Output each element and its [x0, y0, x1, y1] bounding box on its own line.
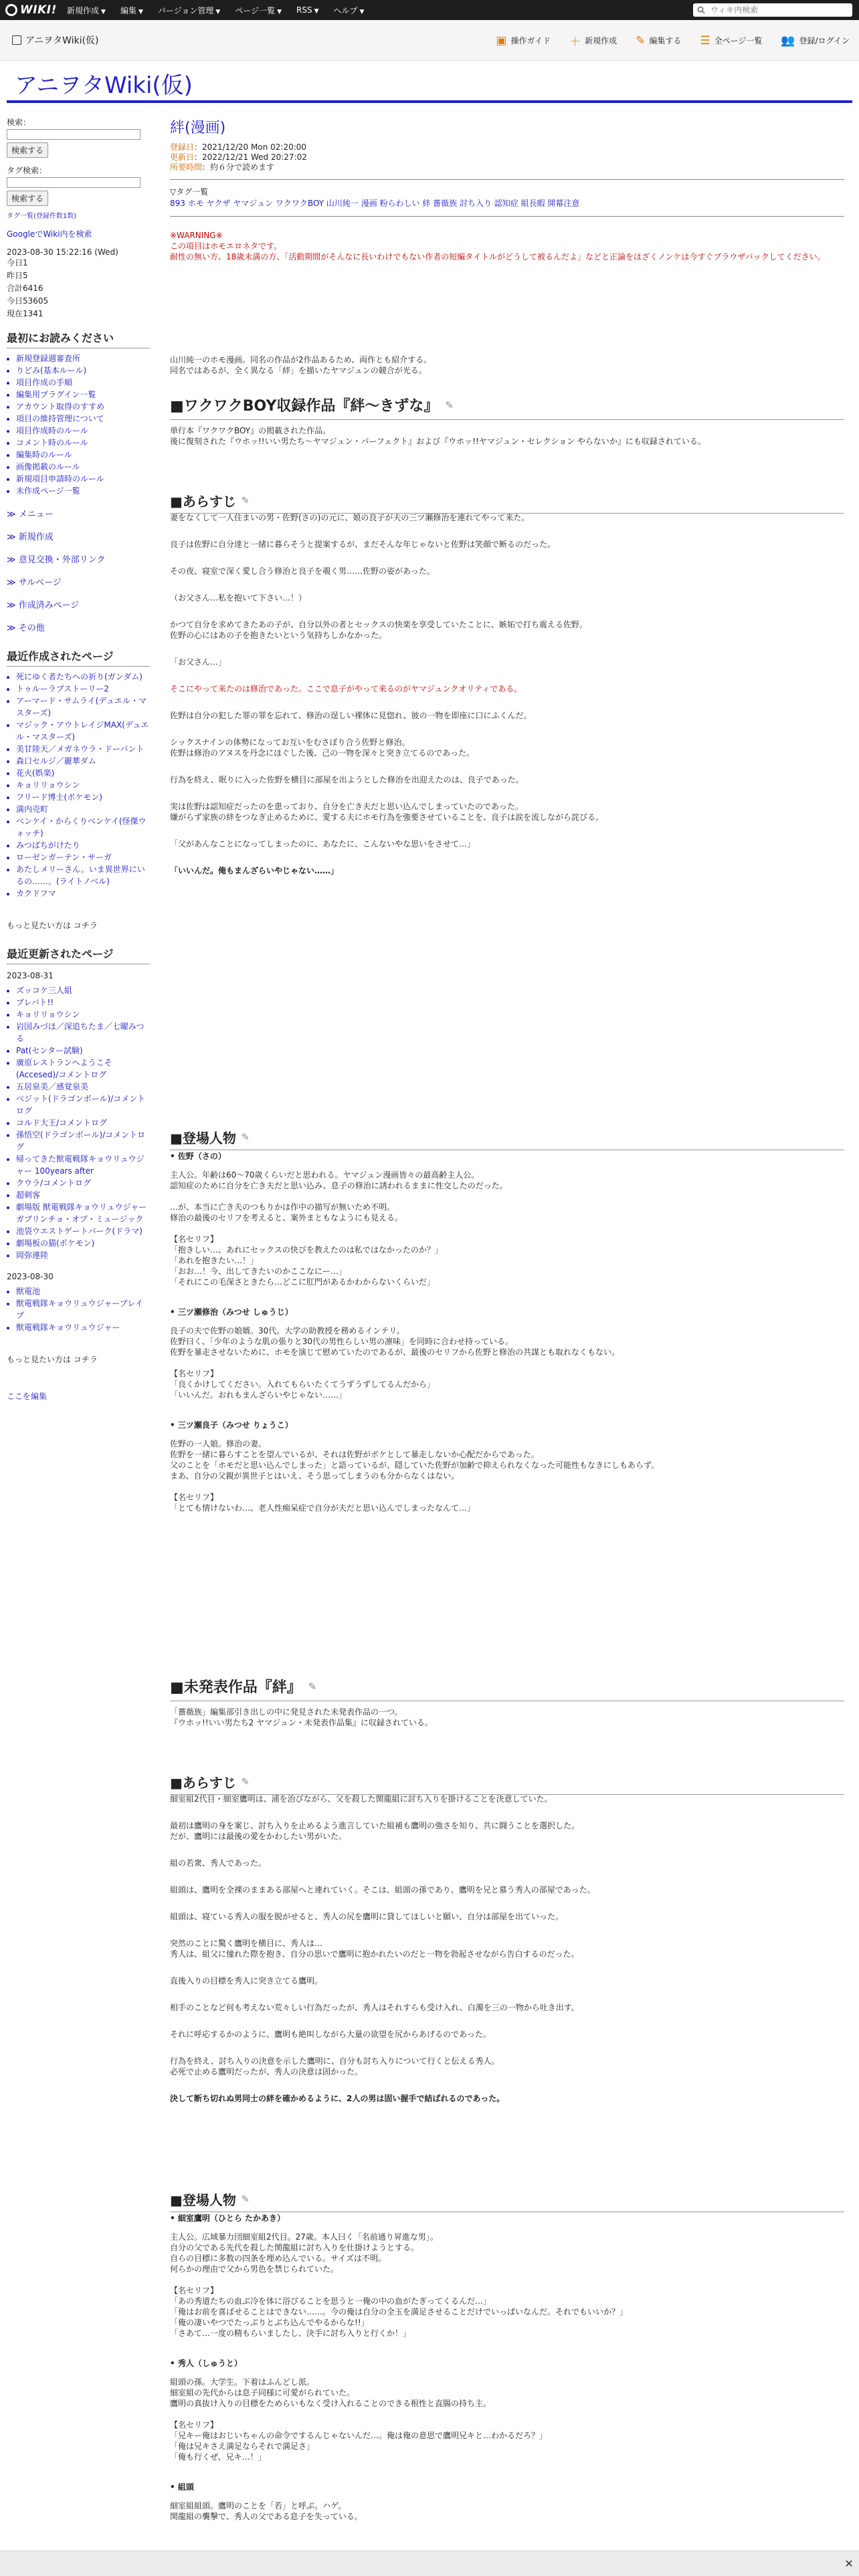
recent-updated-link[interactable]: • 池袋ウエストゲートパーク(ドラマ): [16, 1225, 150, 1237]
tag-search-button[interactable]: 検索する: [7, 191, 48, 206]
recent-updated-link[interactable]: • 五居泉美／感覚泉美: [16, 1081, 150, 1093]
synopsis2-heading: ■あらすじ ✎: [170, 1772, 844, 1795]
guide-button[interactable]: ▣ 操作ガイド: [496, 33, 551, 47]
recent-updated-link[interactable]: • キョリリョウシン: [16, 1008, 150, 1021]
first-read-link[interactable]: • 新規項目申請時のルール: [16, 473, 150, 485]
wiki-logo[interactable]: WIKI!: [5, 3, 57, 17]
login-button[interactable]: 👥 登録/ログイン: [781, 33, 850, 47]
recent-updated-link[interactable]: • 岩国みづほ／深追ちたま／七曜みつる: [16, 1021, 150, 1045]
first-read-list: [7, 352, 150, 497]
recent-created-link[interactable]: • トゥルーラブストーリー2: [16, 683, 150, 695]
paragraph: 佐野は修治のアヌスを丹念にほぐした後、己の一物を深々と突き立てるのであった。: [170, 748, 475, 758]
recent-created-heading: 最近作成されたページ: [7, 648, 150, 667]
first-read-link[interactable]: • 未作成ページ一覧: [16, 485, 150, 497]
recent-updated-list-1: [7, 984, 150, 1261]
character-line: 自分の父である先代を殺した関龍組に討ち入りを仕掛けようとする。: [170, 2243, 419, 2252]
character-entry: [170, 1150, 844, 1287]
sidebar-section-link[interactable]: ≫ 作成済みページ: [7, 601, 80, 611]
character-entry: [170, 2481, 844, 2522]
character-name: • 佐野（さの）: [170, 1150, 844, 1162]
paragraph: 「お父さん…」: [170, 657, 227, 667]
page-meta: 登録日：2021/12/20 Mon 02:20:00 更新日：2022/12/21 Wed 20:27:02 所要時間：約６分で読めます: [170, 142, 307, 172]
menu-page-list[interactable]: ページ一覧 ▼: [235, 5, 282, 15]
character-line: 「あれを抱きたい…！」: [170, 1256, 259, 1265]
chevron-down-icon: ▼: [314, 8, 319, 15]
search-icon: [697, 6, 705, 14]
recent-updated-link[interactable]: • 劇場版 獣電戦隊キョウリュウジャー ガブリンチョ・オブ・ミュージック: [16, 1201, 150, 1225]
paragraph: 妻をなくして一人住まいの男・佐野(さの)の元に、娘の良子が夫の三ツ瀬修治を連れてやって来た。: [170, 513, 530, 522]
paragraph: だが、鷹明には最後の愛をかわしたい男がいた。: [170, 1832, 347, 1841]
new-page-button[interactable]: ＋ 新規作成: [569, 32, 617, 49]
recent-updated-link[interactable]: • 獣電戦隊キョウリュウジャー: [16, 1321, 150, 1333]
page-title: 絆(漫画): [170, 120, 226, 136]
paragraph: （お父さん…私を抱いて下さい…！）: [170, 593, 307, 603]
paragraph: 直後入りの目標を秀人に突き立てる鷹明。: [170, 1976, 323, 1985]
site-tools: [496, 32, 850, 49]
recent-created-link[interactable]: • 森口セルジ／麗華ダム: [16, 755, 150, 767]
character-line: 「さあて…一度の精もらいましたし、決手に討ち入りと行くか！」: [170, 2329, 411, 2338]
work1-heading: ■ワクワクBOY収録作品『絆〜きずな』 ✎ 単行本『ワクワクBOY』の掲載された作品。 後に復刻された『ウホッ!!いい男たち〜ヤマジュン・パーフェクト』および『ウホッ!!ヤマジュン・セレクション やらないか』にも収録されている。: [170, 395, 844, 447]
chevron-down-icon: ▼: [277, 8, 282, 15]
recent-created-link[interactable]: • 美甘陸天／メガネウラ・ドーパント: [16, 743, 150, 755]
edit-section-icon[interactable]: ✎: [241, 1776, 250, 1788]
recent-created-link[interactable]: • カクドフマ: [16, 887, 150, 899]
character-line: 【名セリフ】: [170, 2286, 219, 2295]
character-entry: [170, 2212, 844, 2339]
recent-created-link[interactable]: • キョリリョウシン: [16, 779, 150, 791]
menu-new[interactable]: 新規作成 ▼: [67, 5, 106, 15]
recent-updated-link[interactable]: • ズッコケ三人組: [16, 984, 150, 996]
character-line: 「俺も行くぜ、兄キ…！」: [170, 2452, 266, 2462]
work2-heading: ■未発表作品『絆』 ✎ 「薔薇族」編集部引き出しの中に発見された未発表作品の一つ。 『ウホッ!!いい男たち2 ヤマジュン・未発表作品集』に収録されている。: [170, 1676, 844, 1728]
menu-version[interactable]: バージョン管理 ▼: [157, 5, 221, 15]
recent-created-link[interactable]: • ベンケイ・からくりベンケイ(怪傑ウォッチ): [16, 815, 150, 839]
recent-updated-link[interactable]: • 劇場板の猫(ポケモン): [16, 1237, 150, 1249]
character-entry: [170, 1306, 844, 1400]
character-name: • 秀人（しゅうと）: [170, 2357, 844, 2369]
warning-box: ※WARNING※ この項目はホモエロネタです。 耐性の無い方、18歳未満の方、「活動期間がそんなに長いわけでもない作者の短編タイトルがどうして被るんだよ」などと正論をほざくノンケは今すぐブラウザバックしてください。: [170, 231, 826, 261]
edit-button[interactable]: ✎ 編集する: [636, 33, 682, 47]
character-name: • 三ツ瀬修治（みつせ しゅうじ）: [170, 1306, 844, 1317]
sidebar-section-link[interactable]: ≫ その他: [7, 623, 45, 633]
paragraph: 行為を終え、討ち入りの決意を示した鷹明に、自分も討ち入りについて行くと伝える秀人。: [170, 2056, 500, 2066]
recent-created-link[interactable]: • ローゼンガーテン・サーガ: [16, 851, 150, 863]
title-divider: [7, 100, 852, 103]
paragraph: 組の若衆、秀人であった。: [170, 1858, 266, 1868]
character-line: 主人公。年齢は60〜70歳くらいだと思われる。ヤマジュン漫画皆々の最高齢主人公。: [170, 1170, 480, 1180]
paragraph: 突然のことに驚く鷹明を横目に、秀人は…: [170, 1939, 323, 1948]
edit-section-icon[interactable]: ✎: [445, 399, 454, 411]
first-read-link[interactable]: • りどみ(基本ルール): [16, 364, 150, 377]
updated-date-1: 2023-08-31: [7, 971, 54, 980]
recent-created-link[interactable]: • フリード博士(ポケモン): [16, 791, 150, 803]
first-read-link[interactable]: • 画像掲載のルール: [16, 461, 150, 473]
stat-total: 合計6416: [7, 284, 43, 293]
edit-sidebar-link[interactable]: ここを編集: [7, 1392, 47, 1401]
paragraph: 良子は佐野に自分達と一緒に暮らそうと提案するが、まだそんな年じゃないと佐野は笑顔で断るのだった。: [170, 540, 556, 549]
character-line: 自らの目標に多数の四条を埋め込んでいる。サイズは不明。: [170, 2254, 387, 2263]
updated-date-2: 2023-08-30: [7, 1272, 54, 1281]
tag-search-input[interactable]: [7, 177, 140, 188]
recent-updated-heading: 最近更新されたページ: [7, 946, 150, 964]
home-icon: [12, 35, 21, 45]
characters1-heading: ■登場人物 ✎: [170, 1128, 844, 1150]
character-line: 修治の最後のセリフを考えると、案外まともなようにも見える。: [170, 1213, 403, 1222]
reading-time: 約６分で読めます: [210, 163, 275, 172]
recent-updated-link[interactable]: • ブレバト!!: [16, 996, 150, 1008]
recent-updated-link[interactable]: • クウラ/コメントログ: [16, 1177, 150, 1189]
recent-updated-link[interactable]: • 獣電戦隊キョウリュウジャーブレイブ: [16, 1297, 150, 1321]
paragraph: 最初は鷹明の身を案じ、討ち入りを止めるよう進言していた組補も鷹明の強さを知り、共に闘うことを選択した。: [170, 1821, 580, 1830]
intro: 山川純一のホモ漫画。同名の作品が2作品あるため、両作とも紹介する。 同名ではあるが、全く異なる「絆」を描いたヤマジュンの競合が光る。: [170, 355, 432, 375]
character-line: 【名セリフ】: [170, 2420, 219, 2430]
synopsis1-body: [170, 512, 844, 876]
first-read-link[interactable]: • 項目作成時のルール: [16, 425, 150, 437]
first-read-link[interactable]: • アカウント取得のすすめ: [16, 401, 150, 413]
paragraph: 組頭は、鷹明を全裸のままある部屋へと連れていく。そこは、組頭の孫であり、鷹明を兄と慕う秀人の部屋であった。: [170, 1885, 595, 1895]
recent-created-link[interactable]: • マジック・アウトレイジMAX(デュエル・マスターズ): [16, 719, 150, 743]
synopsis1-heading: ■あらすじ ✎: [170, 491, 844, 514]
recent-updated-link[interactable]: • 帰ってきた獣電戦隊キョウリュウジャー 100years after: [16, 1153, 150, 1177]
character-line: 主人公。広域暴力団細室組2代目。27歳。本人曰く「名前通り昇進な男」。: [170, 2232, 438, 2242]
character-entry: [170, 1419, 844, 1513]
first-read-link[interactable]: • 項目の維持管理について: [16, 413, 150, 425]
paragraph: シックスナインの体勢になってお互いをむさぼり合う佐野と修治。: [170, 738, 410, 747]
wiki-search-input[interactable]: [709, 5, 846, 15]
character-line: 「とても情けないわ…、老人性痴呆症で自分が夫だと思い込んでしまったなんて…」: [170, 1503, 476, 1513]
top-navigation-bar: [0, 0, 859, 20]
chevron-down-icon: ▼: [101, 8, 106, 15]
recent-created-list: [7, 671, 150, 899]
characters2-body: [170, 2212, 844, 2522]
chevron-down-icon: ▼: [138, 8, 143, 15]
recent-created-link[interactable]: • 死にゆく者たちへの祈り(ガンダム): [16, 671, 150, 683]
recent-updated-link[interactable]: • 岡弥連陸: [16, 1249, 150, 1261]
character-line: 「それにこの毛深さときたら…どこに肛門があるかわからないくらいだ」: [170, 1277, 436, 1287]
recent-updated-link[interactable]: • 孫悟空(ドラゴンボール)/コメントログ: [16, 1129, 150, 1153]
divider: [170, 216, 844, 217]
logo-ring-icon: [5, 4, 17, 16]
sidebar-section-link[interactable]: ≫ サルベージ: [7, 578, 62, 588]
character-line: 佐野曰く、「少年のような肌の張りと30代の男性らしい男の凛味」を同時に合わせ持っている。: [170, 1337, 514, 1346]
character-line: 細室組組頭。鷹明のことを「若」と呼ぶ。ハゲ。: [170, 2501, 347, 2510]
recent-created-more: もっと見たい方は コチラ: [7, 921, 98, 930]
menu-help[interactable]: ヘルプ ▼: [333, 5, 365, 15]
character-entry: [170, 2357, 844, 2462]
tag-list-link[interactable]: タグ一覧(登録件数1数): [7, 213, 77, 220]
menu-rss[interactable]: RSS ▼: [296, 5, 319, 15]
created-date: 2021/12/20 Mon 02:20:00: [202, 142, 307, 152]
characters1-body: [170, 1150, 844, 1513]
tag-search-label: タグ検索：: [7, 166, 47, 175]
character-line: 「良くかけしてください。入れてもらいたくてうずうずしてるんだから」: [170, 1380, 436, 1389]
synopsis2-body: [170, 1794, 844, 2104]
plus-icon: ＋: [569, 35, 581, 49]
edit-section-icon[interactable]: ✎: [241, 495, 250, 506]
sidebar-search-button[interactable]: 検索する: [7, 142, 48, 158]
character-line: 認知症のために自分を亡き夫だと思い込み、息子の修治に誘われるままに性交したのだった。: [170, 1181, 508, 1190]
paragraph: 必死で止める鷹明だったが、秀人の決意は固かった。: [170, 2067, 363, 2076]
paragraph: 嫌がらず家族の絆をつなぎ止めるために、愛する夫にホモ行為を強要させていることを、良子は涙を流しながら詫びる。: [170, 813, 604, 822]
updated-date: 2022/12/21 Wed 20:27:02: [202, 152, 307, 162]
paragraph: その夜、寝室で深く愛し合う修治と良子を覗く男……佐野の姿があった。: [170, 566, 435, 576]
site-toolbar: [0, 20, 859, 61]
first-read-link[interactable]: • コメント時のルール: [16, 437, 150, 449]
character-line: 何らかの理由で父から男色を禁じられていた。: [170, 2264, 339, 2274]
stat-today2: 今日53605: [7, 296, 49, 306]
first-read-heading: 最初にお読みください: [7, 330, 150, 348]
site-home-link[interactable]: アニヲタWiki(仮): [12, 33, 99, 47]
paragraph: 実は佐野は認知症だったのを患っており、自分を亡き夫だと思い込んでしまっていたのであった。: [170, 802, 523, 811]
sidebar: [7, 114, 150, 1402]
paragraph: 決して断ち切れぬ男同士の絆を確かめるように、2人の男は固い握手で結ばれるのであった。: [170, 2094, 505, 2103]
character-line: 「おお…！今、出してきたいのかここなにー…」: [170, 1267, 347, 1276]
first-read-link[interactable]: • 項目作成の手順: [16, 377, 150, 389]
recent-updated-link[interactable]: • 廣原レストランへようこそ(Accesed)/コメントログ: [16, 1057, 150, 1081]
close-icon[interactable]: ✕: [844, 2557, 854, 2570]
recent-updated-link[interactable]: • 超刺客: [16, 1189, 150, 1201]
character-line: 良子の夫で佐野の娘婿。30代。大学の助教授を務めるインテリ。: [170, 1326, 405, 1335]
search-label: 検索：: [7, 118, 31, 127]
paragraph: かつて自分を求めてきたあの子が、自分以外の者とセックスの快楽を享受していたことに、嫉妬で打ち震える佐野。: [170, 620, 587, 629]
tag-list: ▽タグ一覧 893 ホモ ヤクザ ヤマジュン ワクワクBOY 山川純一 漫画 粉らわしい 絆 薔薇族 討ち入り 認知症 組長暇 開幕注意: [170, 187, 844, 209]
stat-today: 今日1: [7, 258, 28, 267]
character-line: 「俺の凄いやつでたっぷりとぶち込んでやるからな!!」: [170, 2318, 369, 2327]
all-pages-button[interactable]: ☰ 全ページ一覧: [700, 33, 763, 47]
recent-updated-link[interactable]: • ベジット(ドラゴンボール)/コメントログ: [16, 1093, 150, 1117]
paragraph: 「いいんだ。俺もまんざらいやじゃない……」: [170, 866, 339, 875]
recent-created-link[interactable]: • 満内売町: [16, 803, 150, 815]
recent-updated-more: もっと見たい方は コチラ: [7, 1355, 98, 1364]
article: [170, 116, 844, 2521]
character-line: 父のことを「ホモだと思い込んでしまった」と語っているが、隠していた佐野が加齢で抑えられなくなった可能性もなきにしもあらず。: [170, 1461, 660, 1470]
character-line: 関龍組の襲撃で、秀人の父である息子を失っている。: [170, 2512, 363, 2521]
google-search-link[interactable]: GoogleでWiki内を検索: [7, 229, 92, 239]
recent-updated-link[interactable]: • コルド大王/コメントログ: [16, 1117, 150, 1129]
sidebar-section-link[interactable]: ≫ 新規作成: [7, 532, 54, 542]
character-line: 佐野の一人娘。修治の妻。: [170, 1439, 267, 1448]
character-line: 「兄キー俺はおじいちゃんの命令でするんじゃないんだ…。俺は俺の意思で鷹明兄キと…わかるだろ？」: [170, 2431, 548, 2440]
character-line: 鷹明の真抜け入りの目標をためらいもなく受け入れることのできる根性と直腸の持ち主。: [170, 2399, 492, 2408]
character-line: 「あの秀道たちの血ぶ冷を体に浴びることを思うと一俺の中の血がたぎってくるんだ…」: [170, 2296, 492, 2306]
character-line: …が、本当に亡き夫のつもりかは作中の描写が無いため不明。: [170, 1202, 395, 1212]
sidebar-section-link[interactable]: ≫ メニュー: [7, 510, 54, 520]
character-line: 「抱きしい…、あれにセックスの快びを教えたのは私ではなかったのか？」: [170, 1245, 443, 1255]
recent-updated-list-2: [7, 1285, 150, 1333]
character-line: まあ、自分の父親が異世子とはいえ、そう思ってしまうのも分からなくはない。: [170, 1471, 460, 1481]
recent-created-link[interactable]: • 花火(娯楽): [16, 767, 150, 779]
sidebar-search-input[interactable]: [7, 129, 140, 140]
recent-updated-link[interactable]: • Pat(センター試験): [16, 1045, 150, 1057]
first-read-link[interactable]: • 編集用プラグイン一覧: [16, 389, 150, 401]
tag-links[interactable]: 893 ホモ ヤクザ ヤマジュン ワクワクBOY 山川純一 漫画 粉らわしい 絆 薔薇族 討ち入り 認知症 組長暇 開幕注意: [170, 199, 580, 208]
recent-created-link[interactable]: • あたしメリーさん。いま異世界にいるの……。(ライトノベル): [16, 863, 150, 887]
character-line: 「いいんだ。おれもまんざらいやじゃない……」: [170, 1390, 347, 1400]
edit-section-icon[interactable]: ✎: [308, 1680, 317, 1693]
character-name: • 組頭: [170, 2481, 844, 2492]
character-line: 「俺は兄キさえ満足ならそれで満足さ」: [170, 2442, 315, 2451]
current-datetime: 2023-08-30 15:22:16 (Wed): [7, 247, 118, 257]
bottom-ad-bar: [0, 2551, 859, 2576]
edit-section-icon[interactable]: ✎: [241, 1132, 250, 1143]
character-name: • 三ツ瀬良子（みつせ りょうこ）: [170, 1419, 844, 1430]
sidebar-sections: [7, 507, 150, 633]
character-line: 組頭の孫。大学生。下着はふんどし派。: [170, 2377, 315, 2387]
top-menu: [67, 0, 364, 20]
paragraph: 行為を終え、眠りに入った佐野を横目に部屋を出ようとした修治を出迎えたのは、良子であった。: [170, 775, 524, 784]
first-read-link[interactable]: • 新規登録週審査所: [16, 352, 150, 364]
site-title[interactable]: アニヲタWiki(仮): [15, 72, 193, 99]
character-line: 【名セリフ】: [170, 1235, 219, 1244]
character-name: • 細室鷹明（ひとら たかあき）: [170, 2212, 844, 2224]
stat-online: 現在1341: [7, 309, 43, 318]
character-line: 「俺はお前を喜ばせることはできない……。今の俺は自分の全玉を満足させることだけでいっぱいなんだ。それでもいいか？」: [170, 2307, 628, 2317]
paragraph: 秀人は、組父に憧れた際を抱き、自分の思いで鷹明に抱かれたいのだと一物を勃起させながら告白するのだった。: [170, 1949, 579, 1959]
chevron-down-icon: ▼: [215, 8, 221, 15]
paragraph: 相手のことなど何も考えない荒々しい行為だったが、秀人はそれすらも受け入れ、白濁を三の一物から吐き出す。: [170, 2003, 579, 2012]
first-read-link[interactable]: • 編集時のルール: [16, 449, 150, 461]
paragraph: 「父があんなことになってしまったのに、あなたに、こんないやな思いをさせて…」: [170, 839, 476, 849]
sidebar-section-link[interactable]: ≫ 意見交換・外部リンク: [7, 555, 106, 565]
wiki-search-box: [693, 3, 852, 17]
paragraph: 組頭は、寝ている秀人の服を脱がせると、秀人の尻を鷹明に貸してほしいと願い、自分は部屋を出ていった。: [170, 1912, 564, 1921]
recent-created-link[interactable]: • みつばちがけたり: [16, 839, 150, 851]
character-line: 【名セリフ】: [170, 1493, 219, 1502]
paragraph: 佐野は自分の犯した罪の罪を忘れて、修治の逞しい裸体に見惚れ、彼の一物を即座に口にふくんだ。: [170, 711, 532, 720]
paragraph: 細室組2代目・細室鷹明は、浦を治びながら、父を殺した関龍組に討ち入りを掛けることを決意していた。: [170, 1794, 553, 1804]
character-line: 細室組の先代からは息子同様に可愛がられていた。: [170, 2388, 355, 2397]
paragraph: それに呼応するかのように、鷹明も絶叫しながら大量の欲望を尻からあげるのであった。: [170, 2030, 491, 2039]
recent-updated-link[interactable]: • 獣電池: [16, 1285, 150, 1297]
character-line: 佐野を暴走させないために、ホモを演じて慰めていたのであるが、最後のセリフから佐野と修治の共謀とも取れなくもない。: [170, 1348, 620, 1357]
users-icon: 👥: [781, 33, 795, 47]
pencil-icon: ✎: [636, 33, 646, 47]
list-icon: ☰: [700, 33, 710, 47]
guide-icon: ▣: [496, 33, 507, 47]
stat-yesterday: 昨日5: [7, 271, 28, 280]
characters2-heading: ■登場人物 ✎: [170, 2189, 844, 2212]
paragraph: そこにやって来たのは修治であった。ここで息子がやって来るのがヤマジュンクオリティである。: [170, 684, 522, 693]
character-line: 佐野を一緒に暮らすことを望んでいるが、それは佐野がボケとして暴走しないか心配だからであった。: [170, 1450, 539, 1459]
recent-created-link[interactable]: • アーマード・サムライ(デュエル・マスターズ): [16, 695, 150, 719]
edit-section-icon[interactable]: ✎: [241, 2193, 250, 2205]
character-line: 【名セリフ】: [170, 1369, 219, 1378]
paragraph: 佐野の心にはあの子を抱きたいという気持ちしかなかった。: [170, 631, 387, 640]
menu-edit[interactable]: 編集 ▼: [120, 5, 143, 15]
divider: [170, 179, 844, 180]
chevron-down-icon: ▼: [359, 8, 365, 15]
